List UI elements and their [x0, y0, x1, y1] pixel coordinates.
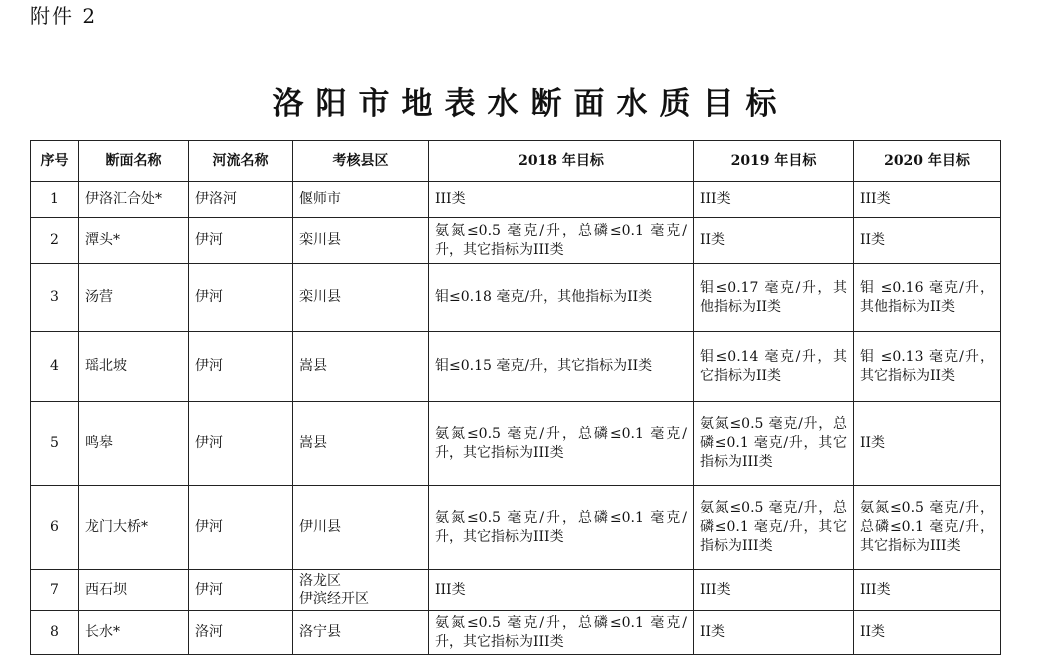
cell-target-2019: 氨氮≤0.5 毫克/升，总磷≤0.1 毫克/升，其它指标为III类 — [694, 486, 854, 570]
cell-index: 3 — [31, 264, 79, 332]
cell-target-2018: III类 — [429, 570, 694, 611]
cell-county: 洛龙区 伊滨经开区 — [293, 570, 429, 611]
cell-target-2019: II类 — [694, 611, 854, 655]
cell-section-name: 鸣皋 — [79, 402, 189, 486]
cell-river-name: 伊河 — [189, 332, 293, 402]
cell-index: 2 — [31, 218, 79, 264]
header-target-2020: 2020 年目标 — [854, 141, 1001, 182]
cell-section-name: 西石坝 — [79, 570, 189, 611]
cell-target-2020: II类 — [854, 611, 1001, 655]
cell-target-2018: 氨氮≤0.5 毫克/升，总磷≤0.1 毫克/升，其它指标为III类 — [429, 402, 694, 486]
header-section-name: 断面名称 — [79, 141, 189, 182]
cell-target-2020: 氨氮≤0.5 毫克/升，总磷≤0.1 毫克/升，其它指标为III类 — [854, 486, 1001, 570]
header-county: 考核县区 — [293, 141, 429, 182]
table-row — [31, 218, 1001, 264]
cell-index: 8 — [31, 611, 79, 655]
table-row — [31, 264, 1001, 332]
cell-river-name: 伊河 — [189, 402, 293, 486]
cell-index: 4 — [31, 332, 79, 402]
header-target-2018: 2018 年目标 — [429, 141, 694, 182]
attachment-label: 附件 2 — [30, 4, 98, 28]
cell-river-name: 伊河 — [189, 264, 293, 332]
cell-section-name: 潭头* — [79, 218, 189, 264]
cell-target-2019: 钼≤0.14 毫克/升，其它指标为II类 — [694, 332, 854, 402]
cell-target-2018: 钼≤0.18 毫克/升，其他指标为II类 — [429, 264, 694, 332]
table-row — [31, 486, 1001, 570]
water-quality-table — [30, 140, 1001, 655]
cell-county: 栾川县 — [293, 218, 429, 264]
document-title: 洛阳市地表水断面水质目标 — [272, 86, 789, 122]
cell-section-name: 龙门大桥* — [79, 486, 189, 570]
cell-target-2020: 钼 ≤0.13 毫克/升，其它指标为II类 — [854, 332, 1001, 402]
cell-river-name: 伊河 — [189, 486, 293, 570]
cell-target-2019: II类 — [694, 218, 854, 264]
cell-county: 伊川县 — [293, 486, 429, 570]
cell-river-name: 伊河 — [189, 570, 293, 611]
cell-target-2020: 钼 ≤0.16 毫克/升，其他指标为II类 — [854, 264, 1001, 332]
cell-county: 栾川县 — [293, 264, 429, 332]
cell-target-2019: III类 — [694, 570, 854, 611]
cell-section-name: 长水* — [79, 611, 189, 655]
cell-county: 洛宁县 — [293, 611, 429, 655]
header-index: 序号 — [31, 141, 79, 182]
cell-target-2020: II类 — [854, 402, 1001, 486]
table-row — [31, 611, 1001, 655]
cell-county: 嵩县 — [293, 332, 429, 402]
cell-section-name: 瑶北坡 — [79, 332, 189, 402]
cell-county: 偃师市 — [293, 182, 429, 218]
cell-target-2020: II类 — [854, 218, 1001, 264]
cell-target-2018: 氨氮≤0.5 毫克/升，总磷≤0.1 毫克/升，其它指标为III类 — [429, 611, 694, 655]
cell-county: 嵩县 — [293, 402, 429, 486]
table-row — [31, 570, 1001, 611]
cell-target-2018: 氨氮≤0.5 毫克/升，总磷≤0.1 毫克/升，其它指标为III类 — [429, 486, 694, 570]
cell-target-2018: 氨氮≤0.5 毫克/升，总磷≤0.1 毫克/升，其它指标为III类 — [429, 218, 694, 264]
cell-target-2020: III类 — [854, 570, 1001, 611]
table-header-row — [31, 141, 1001, 182]
cell-target-2018: III类 — [429, 182, 694, 218]
cell-index: 6 — [31, 486, 79, 570]
cell-river-name: 伊河 — [189, 218, 293, 264]
cell-target-2018: 钼≤0.15 毫克/升，其它指标为II类 — [429, 332, 694, 402]
table-row — [31, 182, 1001, 218]
cell-index: 7 — [31, 570, 79, 611]
cell-target-2019: III类 — [694, 182, 854, 218]
header-river-name: 河流名称 — [189, 141, 293, 182]
header-target-2019: 2019 年目标 — [694, 141, 854, 182]
cell-index: 1 — [31, 182, 79, 218]
cell-target-2019: 钼≤0.17 毫克/升，其他指标为II类 — [694, 264, 854, 332]
cell-river-name: 伊洛河 — [189, 182, 293, 218]
cell-index: 5 — [31, 402, 79, 486]
table-row — [31, 402, 1001, 486]
cell-section-name: 汤营 — [79, 264, 189, 332]
cell-target-2019: 氨氮≤0.5 毫克/升，总磷≤0.1 毫克/升，其它指标为III类 — [694, 402, 854, 486]
cell-section-name: 伊洛汇合处* — [79, 182, 189, 218]
cell-river-name: 洛河 — [189, 611, 293, 655]
table-row — [31, 332, 1001, 402]
cell-target-2020: III类 — [854, 182, 1001, 218]
